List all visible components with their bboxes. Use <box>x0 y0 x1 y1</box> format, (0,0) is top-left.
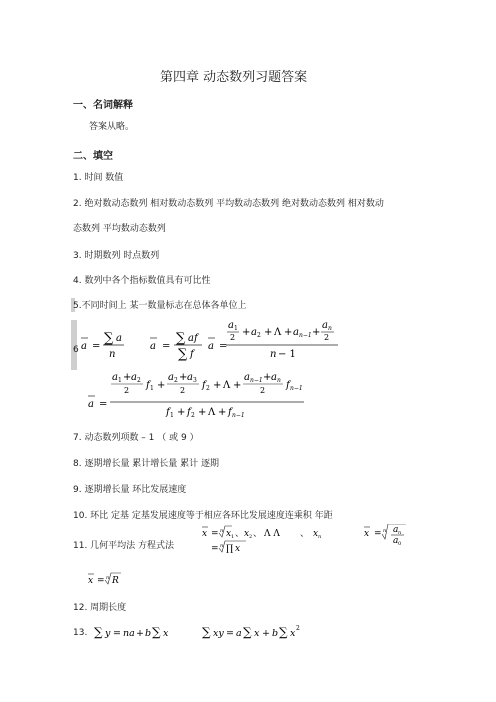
svg-text:+: + <box>284 327 293 338</box>
svg-text:n−1: n−1 <box>299 332 312 339</box>
item-7: 7. 动态数列项数 – 1 （ 或 9 ） <box>73 433 199 443</box>
item-5: 5.不同时间上 某一数量标志在总体各单位上 <box>73 301 247 311</box>
svg-text:x: x <box>244 529 250 539</box>
svg-text:y: y <box>105 628 111 639</box>
svg-text:=: = <box>92 341 101 352</box>
svg-text:na: na <box>123 628 135 639</box>
item-10: 10. 环比 定基 定基发展速度等于相应各环比发展速度连乘积 年距 <box>73 511 333 521</box>
svg-text:=: = <box>99 399 108 410</box>
item-1: 1. 时间 数值 <box>73 173 124 183</box>
svg-text:n: n <box>109 349 116 360</box>
svg-text:1: 1 <box>234 325 238 332</box>
svg-text:=: = <box>219 341 228 352</box>
svg-text:+: + <box>233 380 242 391</box>
svg-text:+: + <box>157 380 166 391</box>
svg-text:n: n <box>220 543 224 549</box>
item-9: 9. 逐期增长量 环比发展速度 <box>73 485 187 495</box>
svg-text:x: x <box>364 529 370 539</box>
svg-text:+: + <box>264 327 273 338</box>
svg-text:− 1: − 1 <box>278 349 296 360</box>
svg-text:+: + <box>218 407 227 418</box>
svg-text:2: 2 <box>249 534 253 540</box>
svg-text:、: 、 <box>253 529 263 539</box>
svg-text:f: f <box>190 349 194 360</box>
svg-text:∏: ∏ <box>226 544 234 554</box>
svg-text:∑: ∑ <box>152 625 161 639</box>
svg-text:b: b <box>272 628 279 639</box>
svg-text:+: + <box>136 628 144 639</box>
svg-text:2: 2 <box>180 386 186 395</box>
svg-text:n: n <box>270 349 277 360</box>
svg-text:a: a <box>131 372 137 383</box>
svg-text:1: 1 <box>118 377 122 384</box>
svg-text:a: a <box>393 525 399 535</box>
svg-text:a: a <box>251 327 257 338</box>
svg-text:1: 1 <box>150 385 154 392</box>
svg-text:af: af <box>188 333 198 344</box>
item-13-formulas <box>92 622 332 642</box>
svg-text:n: n <box>220 528 224 534</box>
svg-text:n: n <box>106 575 110 581</box>
svg-text:f: f <box>187 407 191 418</box>
svg-text:+: + <box>177 407 186 418</box>
item-8: 8. 逐期增长量 累计增长量 累计 逐期 <box>73 459 220 469</box>
svg-text:n−1: n−1 <box>250 377 263 384</box>
svg-text:∑: ∑ <box>279 625 288 639</box>
svg-text:3: 3 <box>193 377 197 384</box>
svg-text:+: + <box>242 327 251 338</box>
svg-text:f: f <box>286 380 290 391</box>
item-13-label: 13. <box>73 628 88 638</box>
svg-text:=: = <box>374 529 382 539</box>
svg-text:Λ: Λ <box>223 380 231 391</box>
svg-text:a: a <box>187 372 193 383</box>
svg-text:n: n <box>318 534 322 540</box>
svg-text:2: 2 <box>324 333 330 342</box>
svg-text:+: + <box>263 372 272 383</box>
svg-text:∑: ∑ <box>94 625 103 639</box>
svg-text:x: x <box>290 628 296 639</box>
svg-text:、: 、 <box>300 529 310 539</box>
item-2-line1: 2. 绝对数动态数列 相对数动态数列 平均数动态数列 绝对数动态数列 相对数动 <box>73 199 384 209</box>
item-6-formulas <box>78 318 458 428</box>
item-11-label: 11. 几何平均法 方程式法 <box>73 541 175 551</box>
svg-text:=: = <box>226 628 234 639</box>
terms-answer: 答案从略。 <box>89 122 135 132</box>
item-12: 12. 周期长度 <box>73 603 127 613</box>
svg-text:x: x <box>235 544 241 554</box>
svg-text:=: = <box>162 341 171 352</box>
svg-text:x: x <box>202 529 208 539</box>
svg-text:=: = <box>113 628 121 639</box>
svg-text:=: = <box>211 544 219 554</box>
svg-text:b: b <box>145 628 152 639</box>
svg-text:Λ Λ: Λ Λ <box>264 529 280 539</box>
svg-text:f: f <box>166 407 170 418</box>
svg-text:0: 0 <box>398 541 402 547</box>
svg-text:1: 1 <box>170 412 174 419</box>
svg-text:a: a <box>112 372 118 383</box>
svg-text:a: a <box>293 327 299 338</box>
svg-text:x: x <box>313 529 319 539</box>
svg-text:n−1: n−1 <box>232 412 245 419</box>
svg-text:∑: ∑ <box>202 625 211 639</box>
svg-text:a: a <box>271 372 277 383</box>
svg-text:2: 2 <box>257 332 261 339</box>
svg-text:n: n <box>277 377 281 384</box>
svg-text:f: f <box>202 380 206 391</box>
svg-text:f: f <box>228 407 232 418</box>
svg-text:Λ: Λ <box>208 407 216 418</box>
svg-text:a: a <box>208 341 214 352</box>
svg-text:=: = <box>211 529 219 539</box>
svg-text:a: a <box>81 341 87 352</box>
item-6-label: 6 <box>73 345 79 355</box>
svg-text:+: + <box>198 407 207 418</box>
svg-text:+: + <box>123 372 132 383</box>
svg-text:2: 2 <box>137 377 141 384</box>
svg-text:2: 2 <box>230 333 236 342</box>
svg-text:2: 2 <box>260 386 266 395</box>
svg-text:n: n <box>383 528 387 534</box>
svg-text:a: a <box>168 372 174 383</box>
svg-text:∑: ∑ <box>104 331 114 346</box>
item-2-line2: 态数列 平均数动态数列 <box>73 224 166 234</box>
svg-text:2: 2 <box>296 625 300 632</box>
page-title: 第四章 动态数列习题答案 <box>160 70 308 85</box>
svg-text:∑: ∑ <box>178 347 188 362</box>
svg-text:n: n <box>398 530 402 536</box>
svg-text:f: f <box>146 380 150 391</box>
section-heading-fill: 二、填空 <box>73 151 113 162</box>
svg-text:a: a <box>244 372 250 383</box>
item-3: 3. 时期数列 时点数列 <box>73 251 160 261</box>
svg-text:Λ: Λ <box>274 327 282 338</box>
svg-text:+: + <box>262 628 270 639</box>
svg-text:+: + <box>213 380 222 391</box>
svg-text:+: + <box>179 372 188 383</box>
svg-text:n−1: n−1 <box>290 385 303 392</box>
svg-text:xy: xy <box>213 628 224 639</box>
svg-text:R: R <box>112 576 119 586</box>
svg-text:2: 2 <box>206 385 210 392</box>
svg-text:a: a <box>236 628 242 639</box>
item-11-formulas <box>200 524 460 584</box>
svg-text:∑: ∑ <box>176 331 186 346</box>
svg-text:a: a <box>322 320 328 331</box>
svg-text:x: x <box>163 628 169 639</box>
item-4: 4. 数列中各个指标数值具有可比性 <box>73 276 211 286</box>
svg-text:2: 2 <box>191 412 195 419</box>
svg-text:=: = <box>97 576 105 586</box>
svg-text:x: x <box>254 628 260 639</box>
section-heading-terms: 一、名词解释 <box>73 100 133 111</box>
svg-text:x: x <box>88 576 94 586</box>
svg-text:a: a <box>116 333 122 344</box>
svg-text:+: + <box>312 327 321 338</box>
svg-text:1: 1 <box>231 534 235 540</box>
item-11-formula-r <box>86 570 146 588</box>
svg-text:a: a <box>88 399 94 410</box>
svg-text:∑: ∑ <box>243 625 252 639</box>
svg-text:a: a <box>150 341 156 352</box>
svg-text:2: 2 <box>174 377 178 384</box>
svg-text:a: a <box>393 536 399 546</box>
svg-text:、: 、 <box>235 529 245 539</box>
svg-text:a: a <box>228 320 234 331</box>
svg-text:2: 2 <box>124 386 130 395</box>
svg-text:n: n <box>328 325 332 332</box>
svg-text:x: x <box>226 529 232 539</box>
